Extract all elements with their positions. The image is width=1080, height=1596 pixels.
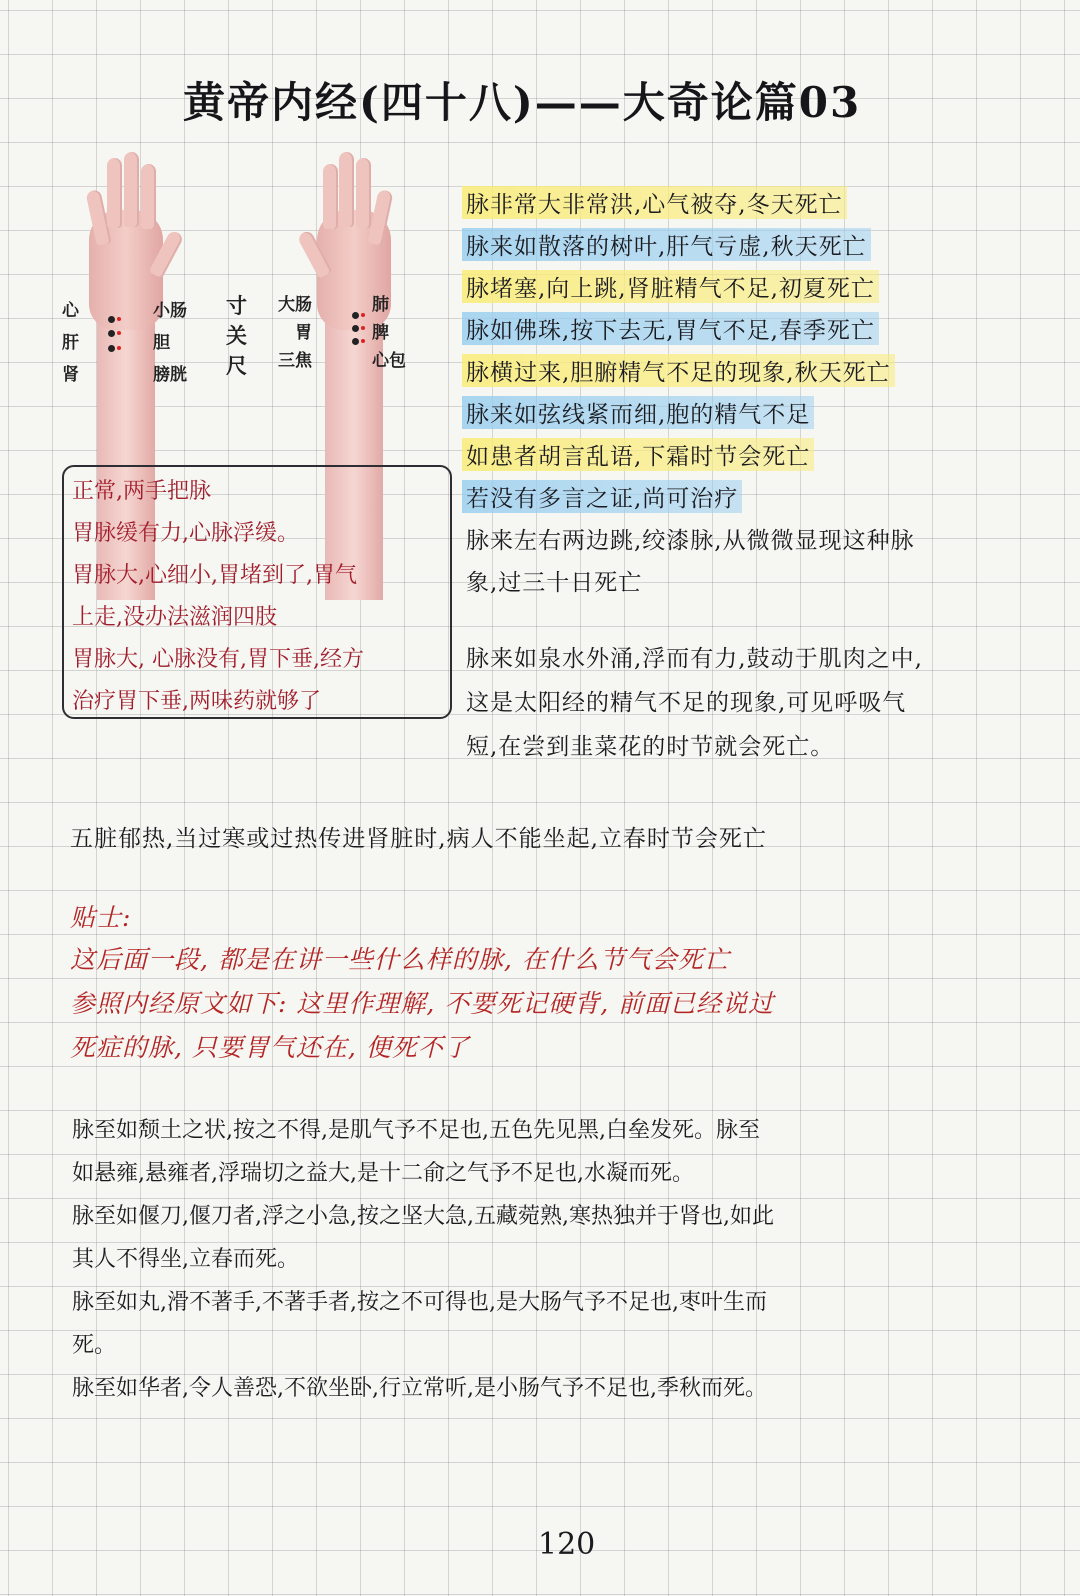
note-line: 治疗胃下垂,两味药就够了 <box>72 689 321 714</box>
classic-text-line: 死。 <box>72 1333 117 1358</box>
note-line: 胃脉大,心细小,胃堵到了,胃气 <box>72 563 357 588</box>
note-line: 上走,没办法滋润四肢 <box>72 605 277 630</box>
classic-text-line: 脉至如颓土之状,按之不得,是肌气予不足也,五色先见黑,白垒发死。脉至 <box>72 1118 760 1143</box>
paragraph-line: 象,过三十日死亡 <box>466 570 643 596</box>
classic-text-line: 如悬雍,悬雍者,浮瑞切之益大,是十二俞之气予不足也,水凝而死。 <box>72 1161 694 1186</box>
organ-label: 小肠 <box>153 301 187 321</box>
highlighted-line: 脉来如散落的树叶,肝气亏虚,秋天死亡 <box>462 228 871 261</box>
classic-text-line: 其人不得坐,立春而死。 <box>72 1247 299 1272</box>
summary-line: 五脏郁热,当过寒或过热传进肾脏时,病人不能坐起,立春时节会死亡 <box>70 826 767 852</box>
page-number: 120 <box>538 1527 596 1562</box>
highlighted-line: 如患者胡言乱语,下霜时节会死亡 <box>462 438 814 471</box>
classic-text-line: 脉至如丸,滑不著手,不著手者,按之不可得也,是大肠气予不足也,枣叶生而 <box>72 1290 767 1315</box>
classic-text-line: 脉至如华者,令人善恐,不欲坐卧,行立常听,是小肠气予不足也,季秋而死。 <box>72 1376 767 1401</box>
tips-line: 死症的脉, 只要胃气还在, 便死不了 <box>70 1033 470 1062</box>
paragraph-line: 脉来左右两边跳,绞漆脉,从微微显现这种脉 <box>466 528 915 554</box>
highlighted-line: 脉横过来,胆腑精气不足的现象,秋天死亡 <box>462 354 895 387</box>
pulse-point-dot <box>108 316 115 323</box>
tips-heading: 贴士: <box>70 903 132 932</box>
organ-label: 胃 <box>295 323 312 343</box>
organ-label: 膀胱 <box>153 365 187 385</box>
pulse-point-dot <box>352 338 359 345</box>
note-line: 胃脉大, 心脉没有,胃下垂,经方 <box>72 647 364 672</box>
classic-text-line: 脉至如偃刀,偃刀者,浮之小急,按之坚大急,五藏菀熟,寒热独并于肾也,如此 <box>72 1204 774 1229</box>
highlighted-line: 脉堵塞,向上跳,肾脏精气不足,初夏死亡 <box>462 270 879 303</box>
organ-label: 脾 <box>372 323 389 343</box>
pulse-point-dot <box>352 325 359 332</box>
organ-label: 肺 <box>372 295 389 315</box>
tips-line: 参照内经原文如下: 这里作理解, 不要死记硬背, 前面已经说过 <box>70 989 775 1018</box>
paragraph-line: 脉来如泉水外涌,浮而有力,鼓动于肌肉之中, <box>466 646 923 672</box>
highlighted-line: 脉来如弦线紧而细,胞的精气不足 <box>462 396 814 429</box>
position-label: 尺 <box>226 354 247 378</box>
organ-label: 肝 <box>62 333 79 353</box>
pulse-point-dot <box>108 330 115 337</box>
highlighted-line: 脉如佛珠,按下去无,胃气不足,春季死亡 <box>462 312 879 345</box>
highlighted-line: 脉非常大非常洪,心气被夺,冬天死亡 <box>462 186 847 219</box>
paragraph-line: 这是太阳经的精气不足的现象,可见呼吸气 <box>466 690 907 716</box>
pulse-point-dot <box>352 312 359 319</box>
paragraph-line: 短,在尝到韭菜花的时节就会死亡。 <box>466 734 835 760</box>
organ-label: 大肠 <box>278 295 312 315</box>
highlighted-line: 若没有多言之证,尚可治疗 <box>462 480 742 513</box>
pulse-point-dot <box>108 345 115 352</box>
organ-label: 肾 <box>62 365 79 385</box>
organ-label: 心 <box>62 301 79 321</box>
organ-label: 心包 <box>372 351 406 371</box>
page-title: 黄帝内经(四十八)——大奇论篇03 <box>183 78 862 127</box>
note-line: 正常,两手把脉 <box>72 479 211 504</box>
position-label: 关 <box>226 324 247 348</box>
organ-label: 三焦 <box>278 351 312 371</box>
note-line: 胃脉缓有力,心脉浮缓。 <box>72 521 299 546</box>
organ-label: 胆 <box>153 333 170 353</box>
tips-line: 这后面一段, 都是在讲一些什么样的脉, 在什么节气会死亡 <box>70 945 730 974</box>
position-label: 寸 <box>226 294 247 318</box>
